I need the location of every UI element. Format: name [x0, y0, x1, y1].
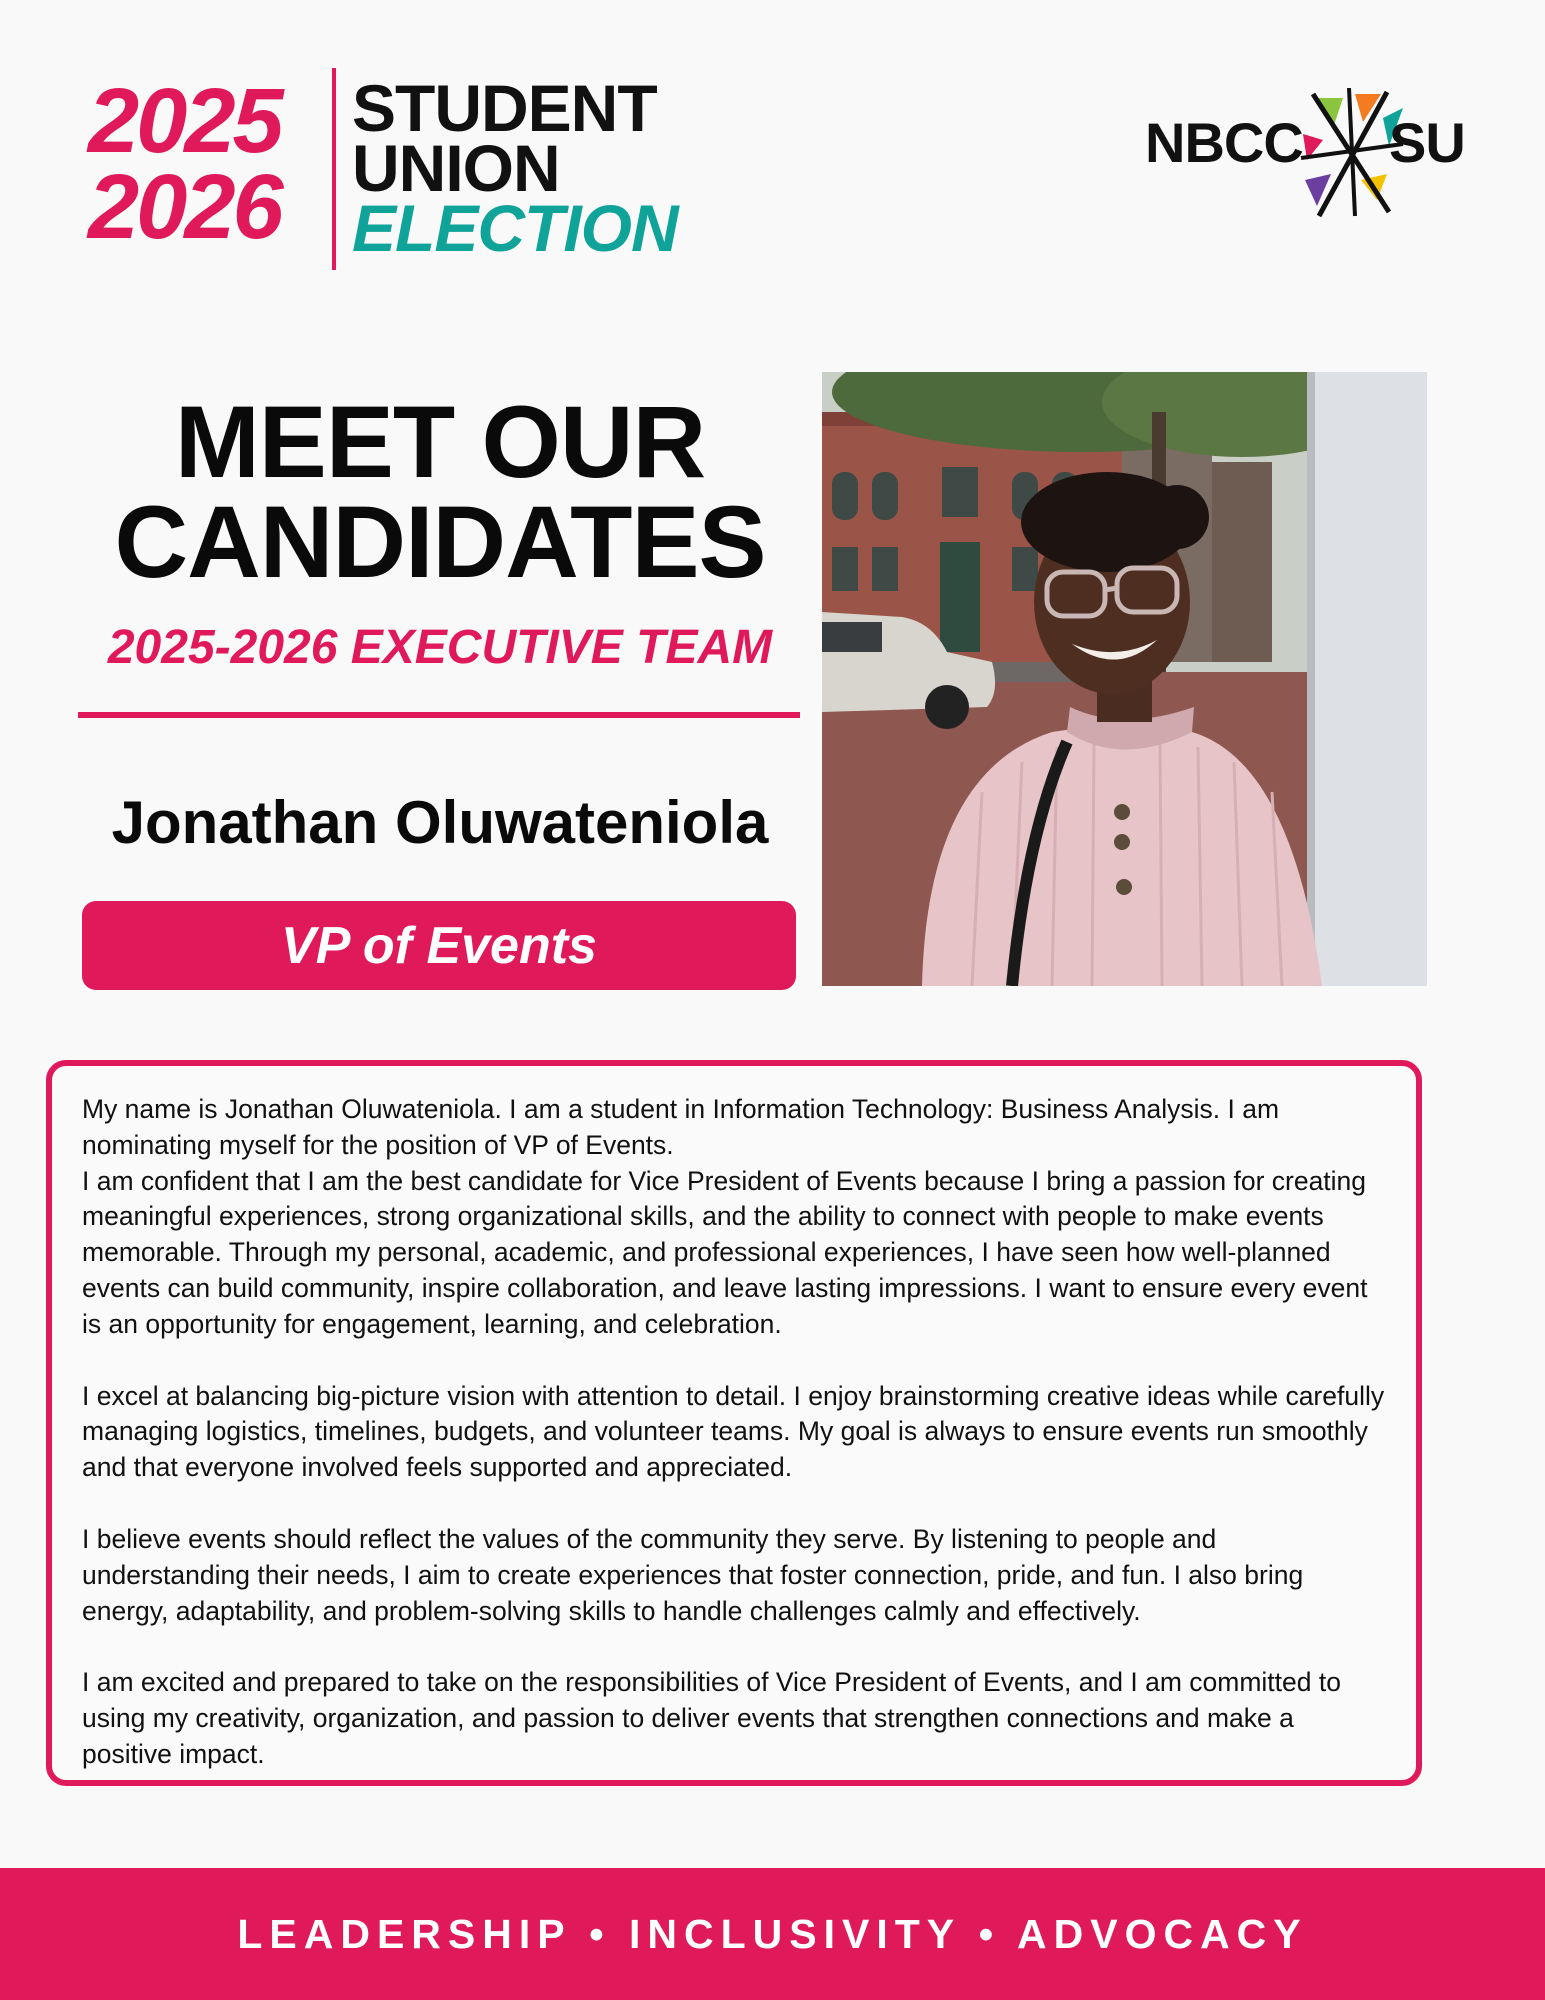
footer-tagline: LEADERSHIP • INCLUSIVITY • ADVOCACY	[237, 1910, 1308, 1957]
election-title	[352, 71, 678, 265]
logo-text-su: SU	[1389, 111, 1465, 174]
header-divider	[332, 68, 336, 270]
nbcc-su-logo	[1145, 88, 1465, 218]
role-label: VP of Events	[281, 916, 597, 975]
section-divider	[78, 712, 800, 718]
headline-line2: CANDIDATES	[114, 485, 766, 599]
bio-paragraph-1: My name is Jonathan Oluwateniola. I am a student in Information Technology: Business Analysis. I am nominating myself for the position of VP of Events.	[82, 1094, 1280, 1160]
bio-paragraph-3: I excel at balancing big-picture vision with attention to detail. I enjoy brainstorming creative ideas while carefully managing logistics, timelines, budgets, and volunteer teams. My goal is always to ensure events run smoothly and that everyone involved feels supported and appreciated.	[82, 1380, 1385, 1483]
candidate-name: Jonathan Oluwateniola	[111, 789, 769, 856]
title-student: STUDENT	[352, 71, 657, 145]
role-badge	[82, 901, 796, 990]
year-end: 2026	[88, 156, 281, 258]
executive-team-subheading: 2025-2026 EXECUTIVE TEAM	[107, 621, 773, 674]
candidate-photo	[822, 372, 1427, 986]
headline-line1: MEET OUR	[174, 385, 706, 499]
bio-paragraph-2: I am confident that I am the best candidate for Vice President of Events because I bring a passion for creating meaningful experiences, strong organizational skills, and the ability to connect with people to make events memorable. Through my personal, academic, and professional experiences, I have seen how well-planned events can build community, inspire collaboration, and leave lasting impressions. I want to ensure every event is an opportunity for engagement, learning, and celebration.	[82, 1165, 1368, 1339]
candidate-photo-illustration	[822, 372, 1427, 986]
bio-paragraph-4: I believe events should reflect the values of the community they serve. By listening to people and understanding their needs, I aim to create experiences that foster connection, pride, and fun. I also bring energy, adaptability, and problem-solving skills to handle challenges calmly and effectively.	[82, 1523, 1304, 1626]
logo-text-nbcc: NBCC	[1145, 111, 1303, 174]
election-years	[88, 70, 281, 258]
candidate-statement	[46, 1060, 1422, 1786]
title-election: ELECTION	[352, 191, 678, 265]
year-start: 2025	[88, 70, 281, 172]
title-union: UNION	[352, 131, 560, 205]
bio-paragraph-5: I am excited and prepared to take on the responsibilities of Vice President of Events, and I am committed to using my creativity, organization, and passion to deliver events that strengthen connections and make a positive impact.	[82, 1667, 1341, 1769]
footer-banner	[0, 1868, 1545, 2000]
page-headline	[60, 385, 820, 599]
